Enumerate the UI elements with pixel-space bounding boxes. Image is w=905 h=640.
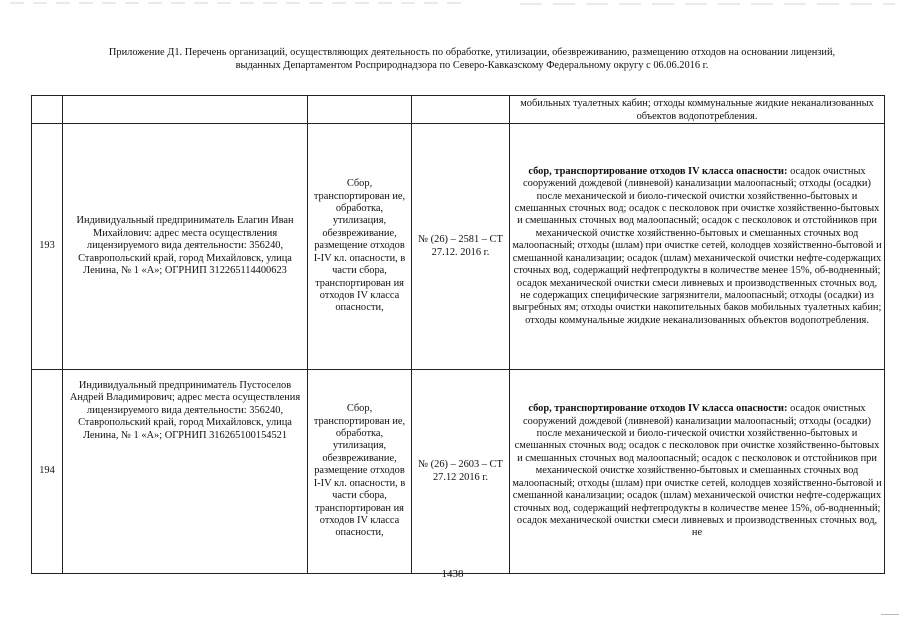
license-cell: № (26) – 2581 – СТ 27.12. 2016 г. [412, 124, 510, 370]
scan-artifact-line [0, 0, 905, 8]
row-number: 193 [32, 124, 63, 370]
activity-cell [308, 96, 412, 124]
license-cell [412, 96, 510, 124]
waste-heading: сбор, транспортирование отходов IV класса опасности: [528, 403, 788, 415]
license-table [31, 95, 885, 574]
license-cell: № (26) – 2603 – СТ 27.12 2016 г. [412, 370, 510, 574]
entity-cell: Индивидуальный предприниматель Пустоселов Андрей Владимирович; адрес места осуществления лицензируемого вида деятельности: 356240, Ставропольский край, город Михайловск, улица Ленина, № 1 «А»; ОГРНИП 316265100154521 [63, 370, 308, 574]
document-title: Приложение Д1. Перечень организаций, осуществляющих деятельность по обработке, утилизации, обезвреживанию, размещению отходов на основании лицензий, выданных Департаментом Росприроднадзора по Северо-Кавказскому Федеральному округу с 06.06.2016 г. [108, 47, 836, 71]
waste-text: осадок очистных сооружений дождевой (ливневой) канализации малоопасный; отходы (осадки) после механической и биоло-гической очистки хозяйственно-бытовых и смешанных сточных вод; осадок с песколовок при очистке хозяйственно-бытовых и смешанных сточных вод малоопасный; осадок с песколовок и отстойников при механической очистке хозяйственно-бытовых и смешанных сточных вод малоопасный; отходы (шлам) при очистке сетей, колодцев хозяйственно-бытовой и смешанной канализации; осадок (шлам) механической очистки нефте-содержащих сточных вод, содержащий нефтепродукты в количестве менее 15%, об-водненный; осадок механической очистки смеси ливневых и производственных сточных вод, не содержащих специфические загрязнители, малоопасный; отходы (осадки) из выгребных ям; отходы очистки накопительных баков мобильных туалетных кабин; отходы коммунальные жидкие неканализованных объектов водопотребления. [512, 165, 882, 326]
waste-cell [510, 96, 885, 124]
row-number: 194 [32, 370, 63, 574]
entity-cell: Индивидуальный предприниматель Елагин Иван Михайлович: адрес места осуществления лицензируемого вида деятельности: 356240, Ставропольский край, город Михайловск, улица Ленина, № 1 «А»; ОГРНИП 312265114400623 [63, 124, 308, 370]
waste-text: мобильных туалетных кабин; отходы коммунальные жидкие неканализованных объектов водопотребления. [520, 98, 874, 122]
row-number [32, 96, 63, 124]
table-row [32, 96, 885, 124]
waste-cell [510, 370, 885, 574]
waste-text: осадок очистных сооружений дождевой (ливневой) канализации малоопасный; отходы (осадки) после механической и биоло-гической очистки хозяйственно-бытовых и смешанных сточных вод; осадок с песколовок при очистке хозяйственно-бытовых и смешанных сточных вод малоопасный; осадок с песколовок и отстойников при механической очистке хозяйственно-бытовых и смешанных сточных вод малоопасный; отходы (шлам) при очистке сетей, колодцев хозяйственно-бытовой и смешанной канализации; осадок (шлам) механической очистки нефте-содержащих сточных вод, содержащий нефтепродукты в количестве менее 15%, об-водненный; осадок механической очистки смеси ливневых и производственных сточных вод, не [512, 403, 882, 539]
table-row [32, 370, 885, 574]
waste-heading: сбор, транспортирование отходов IV класса опасности: [528, 165, 788, 177]
activity-cell: Сбор, транспортирован ие, обработка, утилизация, обезвреживание, размещение отходов I-IV кл. опасности, в части сбора, транспортирован ия отходов IV класса опасности, [308, 370, 412, 574]
scan-artifact-mark [881, 614, 899, 615]
page-number: 1438 [441, 568, 464, 580]
table-row [32, 124, 885, 370]
entity-cell [63, 96, 308, 124]
activity-cell: Сбор, транспортирован ие, обработка, утилизация, обезвреживание, размещение отходов I-IV кл. опасности, в части сбора, транспортирован ия отходов IV класса опасности, [308, 124, 412, 370]
waste-cell [510, 124, 885, 370]
